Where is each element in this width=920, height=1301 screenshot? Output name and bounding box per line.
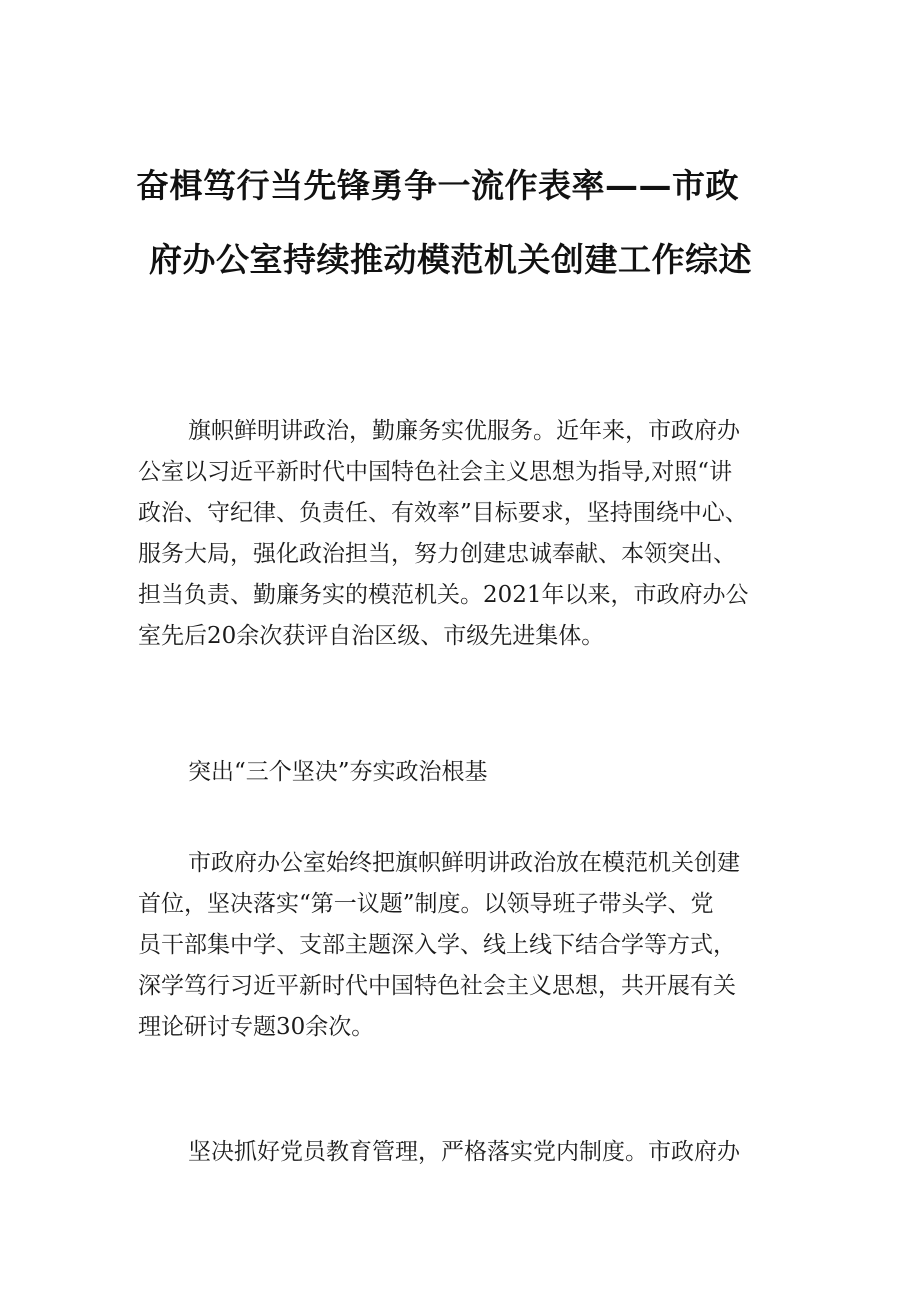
- paragraph-line: 首位，坚决落实“第一议题”制度。以领导班子带头学、党: [138, 891, 714, 917]
- paragraph-line: 市政府办公室始终把旗帜鲜明讲政治放在模范机关创建: [188, 850, 740, 876]
- paragraph-line: 政治、守纪律、负责任、有效率”目标要求，坚持围绕中心、: [138, 500, 748, 526]
- section-heading: [138, 752, 798, 793]
- paragraph-line: 室先后20余次获评自治区级、市级先进集体。: [138, 623, 605, 649]
- paragraph-line: 员干部集中学、支部主题深入学、线上线下结合学等方式，: [138, 932, 736, 958]
- paragraph-party-management: [138, 1132, 798, 1173]
- paragraph-line: 服务大局，强化政治担当，努力创建忠诚奉献、本领突出、: [138, 541, 736, 567]
- document-title-line-1: 奋楫笃行当先锋勇争一流作表率——市政: [136, 166, 739, 205]
- paragraph-line: 旗帜鲜明讲政治，勤廉务实优服务。近年来，市政府办: [188, 418, 740, 444]
- paragraph-line: 公室以习近平新时代中国特色社会主义思想为指导,对照“讲: [138, 459, 733, 485]
- paragraph-political: [138, 843, 798, 1048]
- paragraph-line: 深学笃行习近平新时代中国特色社会主义思想，共开展有关: [138, 973, 736, 999]
- paragraph-intro: [138, 411, 798, 657]
- document-title-line-2: 府办公室持续推动模范机关创建工作综述: [149, 240, 752, 279]
- paragraph-line: 理论研讨专题30余次。: [138, 1014, 375, 1040]
- section-heading-text: 突出“三个坚决”夯实政治根基: [188, 759, 488, 785]
- paragraph-line: 坚决抓好党员教育管理，严格落实党内制度。市政府办: [188, 1139, 740, 1165]
- paragraph-line: 担当负责、勤廉务实的模范机关。2021年以来，市政府办公: [138, 582, 749, 608]
